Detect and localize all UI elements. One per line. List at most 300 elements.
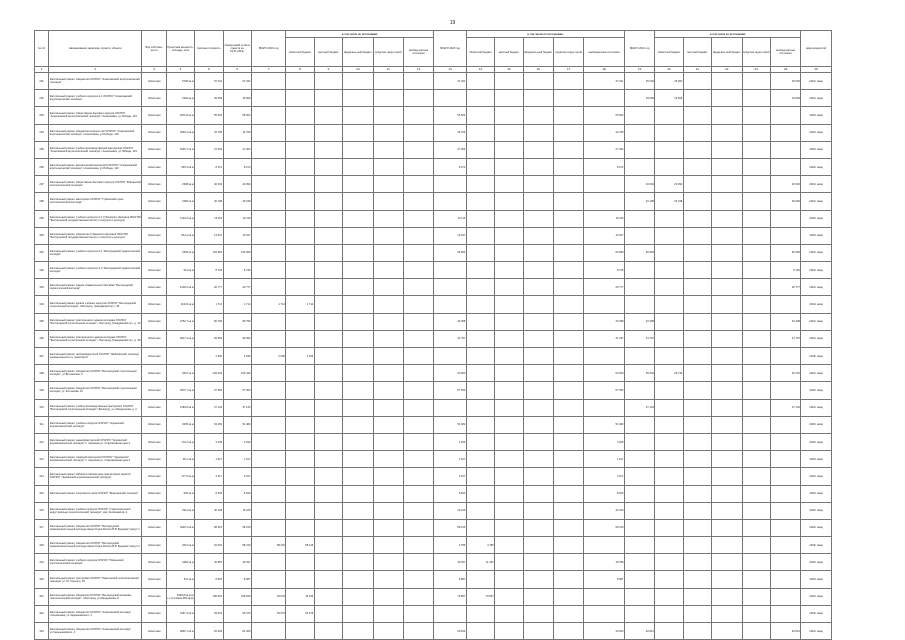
extrabudget-2019 (403, 519, 433, 536)
territory-2020 (553, 588, 583, 605)
local-2021 (683, 330, 711, 347)
territory-2020 (553, 451, 583, 468)
territory-2021 (742, 571, 770, 588)
territory-2019 (373, 73, 403, 90)
capacity: 7845 кв.м (166, 244, 194, 261)
ownership: областная (142, 244, 166, 261)
total-2020: 67 553 (434, 382, 466, 399)
header-name: Наименование заказчика, отрасли, объекта (49, 31, 142, 67)
total-2020 (434, 279, 466, 296)
territory-2019 (373, 554, 403, 571)
territory-2019 (373, 244, 403, 261)
table-row (35, 107, 832, 124)
object-name: Капитальный ремонт общежития ОГАПОУ "Алексеевский агротехнический техникум" (49, 73, 142, 90)
regional-2019: 1 714 (286, 296, 314, 313)
territory-2020 (553, 141, 583, 158)
object-name: Капитальный ремонт спортивного зала ОГАПОУ "Бирючанский техникум" (49, 485, 142, 502)
extrabudget-2020: 20 777 (584, 279, 625, 296)
total-2019 (251, 227, 285, 244)
local-2021 (683, 451, 711, 468)
column-number: 1 (35, 67, 49, 73)
capacity: 5728 кв.м (166, 73, 194, 90)
local-2019 (314, 502, 342, 519)
territory-2019 (373, 433, 403, 450)
federal-2021 (712, 210, 742, 227)
territory-2020 (553, 382, 583, 399)
total-2019: 53 679 (251, 605, 285, 622)
regional-2019 (286, 502, 314, 519)
total-2020: 66 683 (434, 244, 466, 261)
regional-2019 (286, 623, 314, 640)
federal-2020 (523, 176, 553, 193)
extrabudget-2020: 3 017 (584, 468, 625, 485)
row-number: 310 (35, 399, 49, 416)
territory-2019 (373, 124, 403, 141)
estimate-cost: 8 736 (195, 262, 223, 279)
capacity: 2365 кв.м (166, 193, 194, 210)
regional-2019 (286, 244, 314, 261)
extrabudget-2021 (770, 451, 800, 468)
table-row (35, 330, 832, 347)
table-row (35, 382, 832, 399)
total-2019 (251, 176, 285, 193)
local-2019 (314, 158, 342, 175)
extrabudget-2020: 16 115 (584, 210, 625, 227)
federal-2019 (343, 158, 373, 175)
estimate-cost: 83 594 (195, 330, 223, 347)
table-row (35, 227, 832, 244)
extrabudget-2021 (770, 571, 800, 588)
total-2020: 1 617 (434, 451, 466, 468)
total-2020 (434, 399, 466, 416)
territory-2019 (373, 296, 403, 313)
extrabudget-2021 (770, 158, 800, 175)
local-2019 (314, 554, 342, 571)
territory-2020 (553, 244, 583, 261)
expected-balance: 42 109 (223, 502, 251, 519)
federal-2019 (343, 279, 373, 296)
row-number: 311 (35, 416, 49, 433)
total-2021 (624, 519, 654, 536)
regional-2021: 20 198 (655, 193, 683, 210)
object-name: Капитальный ремонт учебного корпуса № 1 Губкинского филиала ГБОУ ВО "Белгородский государственный институт искусств и культуры" (49, 210, 142, 227)
total-2021 (624, 279, 654, 296)
capacity: 2693,4 кв.м (166, 124, 194, 141)
total-2019 (251, 468, 285, 485)
commission: 2021г. ввод (801, 399, 832, 416)
regional-2020: 3 786 (466, 537, 494, 554)
federal-2021 (712, 193, 742, 210)
commission: 2020г. ввод (801, 382, 832, 399)
object-name: Капитальный ремонт кабинета лабораторно-практических занятий ОГАПОУ "Чернянский агромеханический техникум" (49, 468, 142, 485)
object-name: Капитальный ремонт учебного корпуса № 2 "Белгородский педагогический колледж" (49, 262, 142, 279)
territory-2020 (553, 348, 583, 365)
row-number: 315 (35, 485, 49, 502)
territory-2020 (553, 623, 583, 640)
total-2019 (251, 330, 285, 347)
expected-balance: 81 629 (223, 623, 251, 640)
regional-2021 (655, 399, 683, 416)
table-row (35, 588, 832, 605)
extrabudget-2021: 20 777 (770, 279, 800, 296)
column-number: 21 (683, 67, 711, 73)
column-number: 22 (712, 67, 742, 73)
table-row (35, 416, 832, 433)
territory-2021 (742, 193, 770, 210)
regional-2021 (655, 554, 683, 571)
extrabudget-2019 (403, 73, 433, 90)
total-2020: 40 814 (434, 623, 466, 640)
territory-2019 (373, 176, 403, 193)
extrabudget-2021: 37 143 (770, 399, 800, 416)
estimate-cost: 42 887 (195, 554, 223, 571)
commission: 2020г. ввод (801, 141, 832, 158)
total-2019 (251, 485, 285, 502)
estimate-cost: 58 215 (195, 519, 223, 536)
local-2019 (314, 365, 342, 382)
regional-2020 (466, 571, 494, 588)
regional-2021 (655, 348, 683, 365)
total-2019 (251, 124, 285, 141)
regional-2021 (655, 244, 683, 261)
local-2021 (683, 313, 711, 330)
federal-2021 (712, 537, 742, 554)
capacity: 4917,3 кв.м (166, 330, 194, 347)
territory-2019 (373, 279, 403, 296)
territory-2021 (742, 623, 770, 640)
capacity: 11024 кв.м (166, 296, 194, 313)
capacity: 1124,6 кв.м (166, 210, 194, 227)
ownership: областная (142, 485, 166, 502)
capacity: 503 кв.м (166, 485, 194, 502)
ownership: областная (142, 348, 166, 365)
extrabudget-2021 (770, 468, 800, 485)
extrabudget-2020 (584, 193, 625, 210)
federal-2020 (523, 90, 553, 107)
column-number: 17 (553, 67, 583, 73)
regional-2021 (655, 158, 683, 175)
regional-2019: 58 215 (286, 537, 314, 554)
territory-2021 (742, 176, 770, 193)
federal-2021 (712, 262, 742, 279)
federal-2019 (343, 176, 373, 193)
ownership: областная (142, 399, 166, 416)
local-2021 (683, 348, 711, 365)
ownership: областная (142, 210, 166, 227)
local-2021 (683, 279, 711, 296)
expected-balance: 80 796 (223, 313, 251, 330)
regional-2019 (286, 158, 314, 175)
sub-regional-2020: областной бюджет (466, 38, 494, 67)
territory-2019 (373, 90, 403, 107)
expected-balance: 40 198 (223, 193, 251, 210)
local-2021 (683, 124, 711, 141)
total-2019 (251, 210, 285, 227)
estimate-cost: 62 001 (195, 537, 223, 554)
territory-2019 (373, 330, 403, 347)
header-total-2020: ВСЕГО 2020 год (434, 31, 466, 67)
extrabudget-2020: 41 797 (584, 330, 625, 347)
row-number: 316 (35, 502, 49, 519)
total-2021: 25 000 (624, 73, 654, 90)
total-2021: 40 398 (624, 313, 654, 330)
total-2021 (624, 554, 654, 571)
extrabudget-2020: 40 398 (584, 313, 625, 330)
regional-2019: 53 679 (286, 605, 314, 622)
ownership: областная (142, 468, 166, 485)
column-number: 24 (770, 67, 800, 73)
local-2021 (683, 519, 711, 536)
regional-2020 (466, 158, 494, 175)
regional-2020 (466, 433, 494, 450)
local-2019 (314, 468, 342, 485)
federal-2019 (343, 468, 373, 485)
local-2019 (314, 107, 342, 124)
regional-2019 (286, 279, 314, 296)
federal-2021 (712, 382, 742, 399)
capacity: 2670,8 кв.м (166, 107, 194, 124)
estimate-cost: 3 046 (195, 433, 223, 450)
territory-2021 (742, 158, 770, 175)
regional-2021 (655, 502, 683, 519)
total-2019 (251, 365, 285, 382)
row-number: 308 (35, 365, 49, 382)
extrabudget-2020: 8 687 (584, 571, 625, 588)
column-number: 23 (742, 67, 770, 73)
table-row (35, 485, 832, 502)
extrabudget-2019 (403, 124, 433, 141)
territory-2019 (373, 141, 403, 158)
extrabudget-2020: 54 482 (584, 416, 625, 433)
local-2019 (314, 382, 342, 399)
regional-2020 (466, 176, 494, 193)
expected-balance: 8 272 (223, 158, 251, 175)
local-2021 (683, 485, 711, 502)
total-2020: 8 543 (434, 485, 466, 502)
estimate-cost: 54 482 (195, 416, 223, 433)
local-2020 (495, 365, 523, 382)
regional-2020 (466, 73, 494, 90)
total-2019 (251, 399, 285, 416)
estimate-cost: 80 796 (195, 313, 223, 330)
object-name: Капитальный ремонт общежития Губкинского филиала ГБОУ ВО "Белгородский государственный институт искусств и культуры" (49, 227, 142, 244)
local-2019 (314, 330, 342, 347)
total-2020: 55 504 (434, 107, 466, 124)
extrabudget-2020: 44 765 (584, 124, 625, 141)
estimate-cost: 42 109 (195, 502, 223, 519)
territory-2020 (553, 176, 583, 193)
ownership: областная (142, 433, 166, 450)
territory-2020 (553, 193, 583, 210)
territory-2021 (742, 124, 770, 141)
total-2021 (624, 210, 654, 227)
local-2019 (314, 244, 342, 261)
local-2019 (314, 262, 342, 279)
territory-2020 (553, 485, 583, 502)
extrabudget-2020: 58 215 (584, 519, 625, 536)
commission: 2020г. ввод (801, 433, 832, 450)
expected-balance: 3 046 (223, 433, 251, 450)
expected-balance: 133 366 (223, 244, 251, 261)
capacity: 3481 кв.м (166, 554, 194, 571)
expected-balance: 8 687 (223, 571, 251, 588)
total-2021 (624, 158, 654, 175)
capacity: 2345 кв.м (166, 90, 194, 107)
header-commission: ввод мощностей (801, 31, 832, 67)
local-2019 (314, 141, 342, 158)
extrabudget-2020 (584, 348, 625, 365)
regional-2019 (286, 365, 314, 382)
territory-2019 (373, 571, 403, 588)
total-2019 (251, 451, 285, 468)
row-number: 312 (35, 433, 49, 450)
extrabudget-2021: 8 736 (770, 262, 800, 279)
regional-2021 (655, 537, 683, 554)
expected-balance: 3 017 (223, 468, 251, 485)
column-number: 10 (343, 67, 373, 73)
extrabudget-2021 (770, 588, 800, 605)
local-2021 (683, 588, 711, 605)
federal-2021 (712, 554, 742, 571)
regional-2019 (286, 107, 314, 124)
territory-2019 (373, 468, 403, 485)
extrabudget-2020: 55 504 (584, 107, 625, 124)
local-2020 (495, 262, 523, 279)
local-2020 (495, 537, 523, 554)
regional-2021 (655, 262, 683, 279)
row-number: 295 (35, 141, 49, 158)
total-2021: 40 198 (624, 193, 654, 210)
capacity (166, 348, 194, 365)
object-name: Капитальный ремонт учебного корпуса № 1 ОГАПОУ "Алексеевский агротехнический техникум" (49, 90, 142, 107)
extrabudget-2021 (770, 416, 800, 433)
estimate-cost: 39 609 (195, 90, 223, 107)
object-name: Капитальный ремонт мастерских ОГАПОУ "Губкинский горно-политехнический колледж" (49, 193, 142, 210)
federal-2019 (343, 571, 373, 588)
extrabudget-2020 (584, 176, 625, 193)
federal-2021 (712, 244, 742, 261)
territory-2019 (373, 485, 403, 502)
federal-2021 (712, 330, 742, 347)
ownership: областная (142, 296, 166, 313)
extrabudget-2019 (403, 502, 433, 519)
territory-2019 (373, 399, 403, 416)
regional-2019 (286, 416, 314, 433)
territory-2020 (553, 227, 583, 244)
local-2019 (314, 399, 342, 416)
regional-2021 (655, 605, 683, 622)
total-2020: 41 797 (434, 330, 466, 347)
expected-balance: 40 094 (223, 176, 251, 193)
commission: 2020г. ввод (801, 158, 832, 175)
commission: 2019г. ввод (801, 605, 832, 622)
total-2019: 1 714 (251, 296, 285, 313)
total-2019 (251, 519, 285, 536)
regional-2021 (655, 330, 683, 347)
regional-2021 (655, 313, 683, 330)
row-number: 299 (35, 210, 49, 227)
local-2021 (683, 433, 711, 450)
local-2019 (314, 90, 342, 107)
local-2020 (495, 279, 523, 296)
regional-2019 (286, 193, 314, 210)
territory-2019 (373, 227, 403, 244)
territory-2020 (553, 554, 583, 571)
extrabudget-2021: 41 797 (770, 330, 800, 347)
territory-2021 (742, 279, 770, 296)
commission: 2021г. ввод (801, 279, 832, 296)
regional-2019 (286, 330, 314, 347)
expected-balance: 37 143 (223, 399, 251, 416)
ownership: областная (142, 227, 166, 244)
territory-2019 (373, 623, 403, 640)
table-row (35, 262, 832, 279)
federal-2020 (523, 588, 553, 605)
territory-2019 (373, 451, 403, 468)
federal-2020 (523, 262, 553, 279)
ownership: областная (142, 193, 166, 210)
column-number: 8 (286, 67, 314, 73)
regional-2019 (286, 468, 314, 485)
total-2020 (434, 262, 466, 279)
sub-federal-2019: федераль-ный бюджет (343, 38, 373, 67)
commission: 2021г. ввод (801, 244, 832, 261)
estimate-cost: 109 432 (195, 365, 223, 382)
federal-2019 (343, 227, 373, 244)
extrabudget-2021: 25 000 (770, 73, 800, 90)
regional-2019 (286, 399, 314, 416)
extrabudget-2021 (770, 296, 800, 313)
territory-2019 (373, 348, 403, 365)
total-2020: 54 482 (434, 416, 466, 433)
table-row (35, 279, 832, 296)
commission: 2021г. ввод (801, 176, 832, 193)
total-2019 (251, 244, 285, 261)
expected-balance: 27 064 (223, 141, 251, 158)
capacity: 3426,4 кв.м (166, 519, 194, 536)
expected-balance: 108 933 (223, 588, 251, 605)
regional-2020 (466, 502, 494, 519)
extrabudget-2021 (770, 382, 800, 399)
territory-2019 (373, 210, 403, 227)
regional-2021 (655, 279, 683, 296)
ownership: областная (142, 313, 166, 330)
federal-2020 (523, 399, 553, 416)
federal-2019 (343, 141, 373, 158)
ownership: областная (142, 519, 166, 536)
extrabudget-2019 (403, 227, 433, 244)
extrabudget-2020 (584, 296, 625, 313)
regional-2019 (286, 554, 314, 571)
object-name: Капитальный ремонт учебного корпуса № 1 "Белгородский педагогический колледж" (49, 244, 142, 261)
total-2021: 59 432 (624, 365, 654, 382)
object-name: Капитальный ремонт общежития ОГАПОУ "Белгородский строительный колледж", ул.Волчанская, 5 (49, 365, 142, 382)
local-2019 (314, 296, 342, 313)
federal-2021 (712, 623, 742, 640)
local-2019 (314, 571, 342, 588)
total-2019 (251, 279, 285, 296)
local-2021 (683, 623, 711, 640)
federal-2021 (712, 176, 742, 193)
federal-2019 (343, 313, 373, 330)
expected-balance: 54 482 (223, 416, 251, 433)
federal-2021 (712, 451, 742, 468)
table-row (35, 210, 832, 227)
capacity: 814,2 кв.м (166, 227, 194, 244)
local-2020 (495, 124, 523, 141)
table-row (35, 365, 832, 382)
regional-2020 (466, 399, 494, 416)
